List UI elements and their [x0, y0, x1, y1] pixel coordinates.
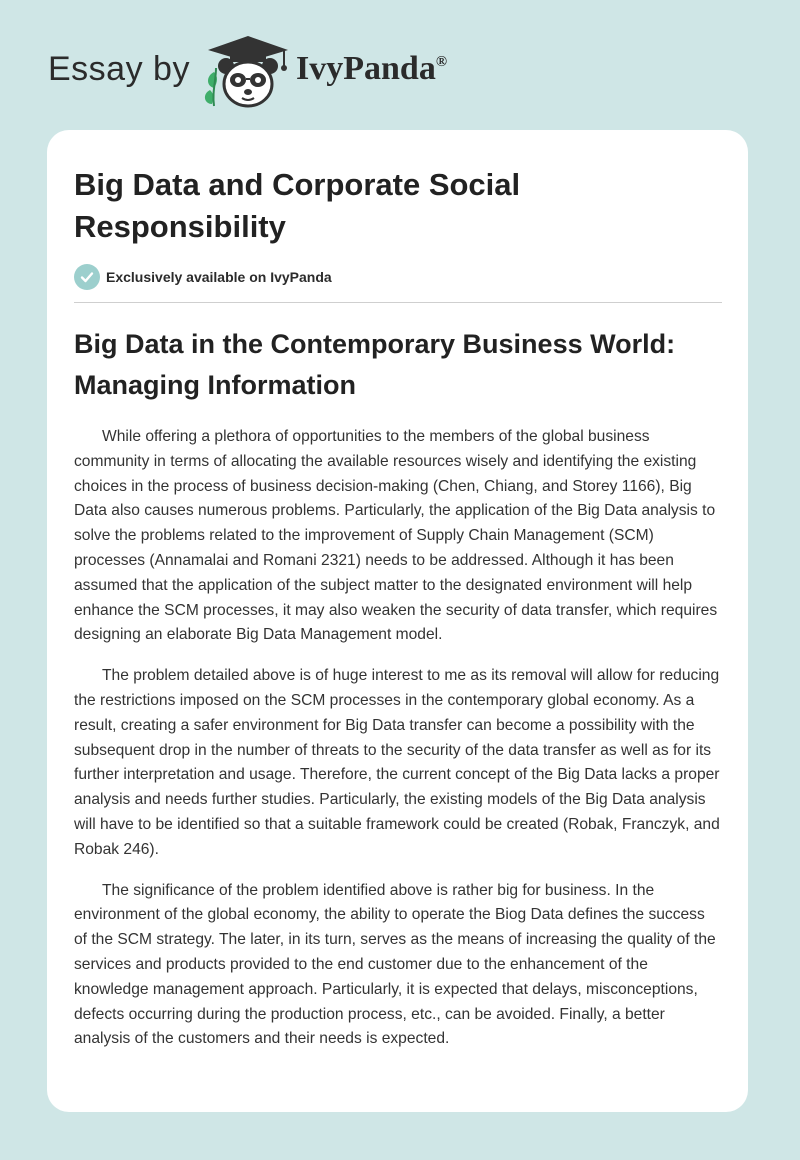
registered-mark: ®: [435, 54, 448, 70]
brand-name: IvyPanda: [296, 50, 436, 87]
ivypanda-brand[interactable]: [296, 50, 447, 88]
section-heading: Big Data in the Contemporary Business World: Managing Information: [74, 329, 676, 400]
exclusive-badge-label: Exclusively available on IvyPanda: [106, 269, 332, 285]
essay-by-label: Essay by: [48, 50, 190, 88]
exclusive-badge: [74, 264, 332, 290]
divider: [74, 302, 722, 303]
essay-body: [74, 425, 722, 1068]
essay-title: Big Data and Corporate Social Responsibility: [74, 167, 521, 244]
paragraph-2: The problem detailed above is of huge interest to me as its removal will allow for reducing the restrictions imposed on the SCM processes in the contemporary global economy. As a result, creating a safer environment for Big Data transfer can become a possibility with the subsequent drop in the number of threats to the security of the data transfer as well as for its further interpretation and usage. Therefore, the current concept of the Big Data lacks a proper analysis and needs further studies. Particularly, the existing models of the Big Data analysis will have to be identified so that a suitable framework could be created (Robak, Franczyk, and Robak 246).: [74, 667, 720, 858]
site-header: [0, 0, 800, 130]
essay-card: [47, 130, 748, 1112]
paragraph-1: While offering a plethora of opportunities to the members of the global business community in terms of allocating the available resources wisely and identifying the existing choices in the process of business decision-making (Chen, Chiang, and Storey 1166), Big Data also causes numerous problems. Particularly, the application of the Big Data analysis to solve the problems related to the improvement of Supply Chain Management (SCM) processes (Annamalai and Romani 2321) needs to be addressed. Although it has been assumed that the application of the subject matter to the designated environment will help enhance the SCM processes, it may also weaken the security of data transfer, which requires designing an elaborate Big Data Management model.: [74, 428, 718, 644]
paragraph-3: The significance of the problem identified above is rather big for business. In the environment of the global economy, the ability to operate the Biog Data defines the success of the SCM strategy. The later, in its turn, serves as the means of increasing the quality of the services and products provided to the end customer due to the enhancement of the knowledge management approach. Particularly, it is expected that delays, misconceptions, defects occurring during the production process, etc., can be avoided. Finally, a better analysis of the customers and their needs is expected.: [74, 881, 716, 1048]
check-icon: [74, 264, 100, 290]
ivypanda-logo-icon[interactable]: [200, 32, 296, 112]
